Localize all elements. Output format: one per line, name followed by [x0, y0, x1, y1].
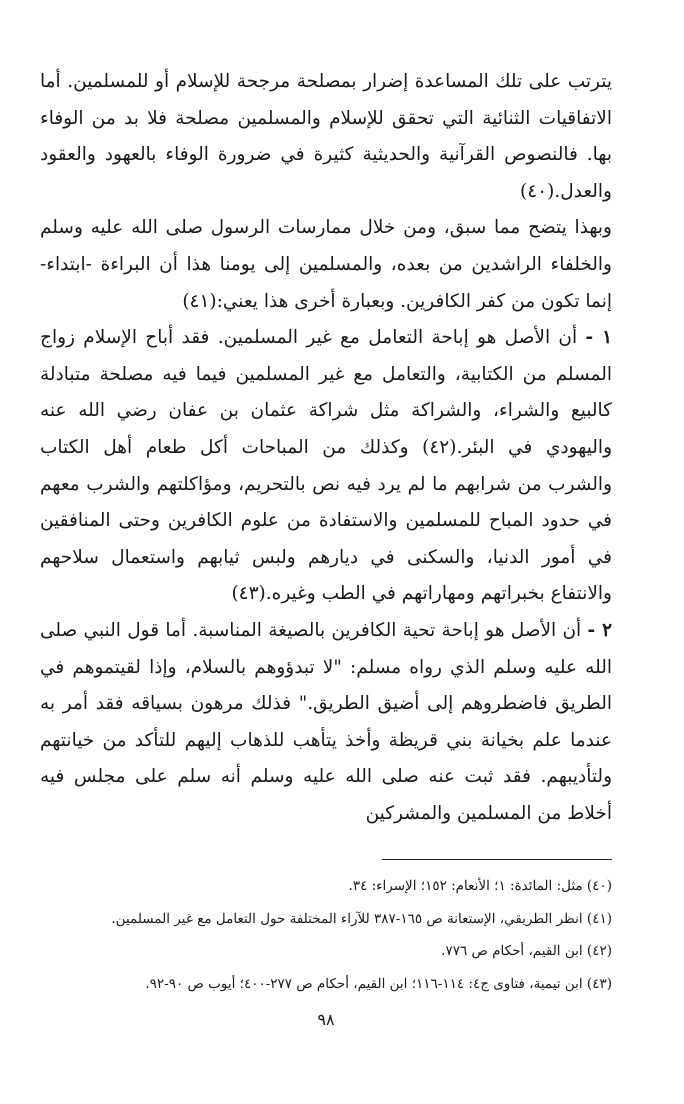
paragraph: يترتب على تلك المساعدة إضرار بمصلحة مرجحة للإسلام أو للمسلمين. أما الاتفاقيات الثنائية التي تحقق للإسلام والمسلمين مصلحة فلا بد من الوفاء بها. فالنصوص القرآنية والحديثية كثيرة في ضرورة الوفاء بالعهود والعقود والعدل.(٤٠) — [40, 71, 612, 202]
footnote-divider — [382, 859, 612, 860]
footnote: (٤٢) ابن القيم، أحكام ص ٧٧٦. — [441, 943, 612, 959]
point-text: أن الأصل هو إباحة التعامل مع غير المسلمين. فقد أباح الإسلام زواج المسلم من الكتابية، والتعامل مع غير المسلمين فيما فيه مصلحة متبادلة كالبيع والشراء، والشراكة مثل شراكة عثمان بن عفان رضي الله عنه واليهودي في البئر.(٤٢) وكذلك من المباحات أكل طعام أهل الكتاب والشرب من شرابهم ما لم يرد فيه نص بالتحريم، ومؤاكلتهم والشرب معهم في حدود المباح للمسلمين والاستفادة من علوم الكافرين وحتى المنافقين في أمور الدنيا، والسكنى في ديارهم ولبس ثيابهم واستعمال سلاحهم والانتفاع بخبراتهم ومهاراتهم في الطب وغيره.(٤٣) — [40, 327, 612, 605]
point-number: ٢ - — [587, 619, 612, 641]
main-text — [40, 64, 612, 832]
page-number: ٩٨ — [317, 1010, 335, 1029]
numbered-point — [40, 320, 612, 613]
book-page — [40, 64, 612, 1064]
point-number: ١ - — [585, 327, 612, 349]
footnotes — [40, 870, 612, 1000]
paragraph: وبهذا يتضح مما سبق، ومن خلال ممارسات الرسول صلى الله عليه وسلم والخلفاء الراشدين من بعده، والمسلمين إلى يومنا هذا أن البراءة -ابتداء- إنما تكون من كفر الكافرين. وبعبارة أخرى هذا يعني:(٤١) — [40, 217, 612, 312]
footnote: (٤٣) ابن تيمية، فتاوى ج٤: ١١٤-١١٦؛ ابن القيم، أحكام ص ٢٧٧-٤٠٠؛ أيوب ص ٩٠-٩٢. — [145, 975, 612, 992]
footnote: (٤٠) مثل: المائدة: ١؛ الأنعام: ١٥٢؛ الإسراء: ٣٤. — [348, 878, 612, 894]
footnote: (٤١) انظر الطريقي، الإستعانة ص ١٦٥-٣٨٧ للآراء المختلفة حول التعامل مع غير المسلمين. — [111, 910, 612, 927]
numbered-point — [40, 613, 612, 833]
point-text: أن الأصل هو إباحة تحية الكافرين بالصيغة المناسبة. أما قول النبي صلى الله عليه وسلم الذي رواه مسلم: "لا تبدؤوهم بالسلام، وإذا لقيتموهم في الطريق فاضطروهم إلى أضيق الطريق." فذلك مرهون بسياقه فقد أمر به عندما علم بخيانة بني قريظة وأخذ يتأهب للذهاب إليهم للتأكد من خيانتهم ولتأديبهم. فقد ثبت عنه صلى الله عليه وسلم أنه سلم على مجلس فيه أخلاط من المسلمين والمشركين — [40, 619, 612, 824]
